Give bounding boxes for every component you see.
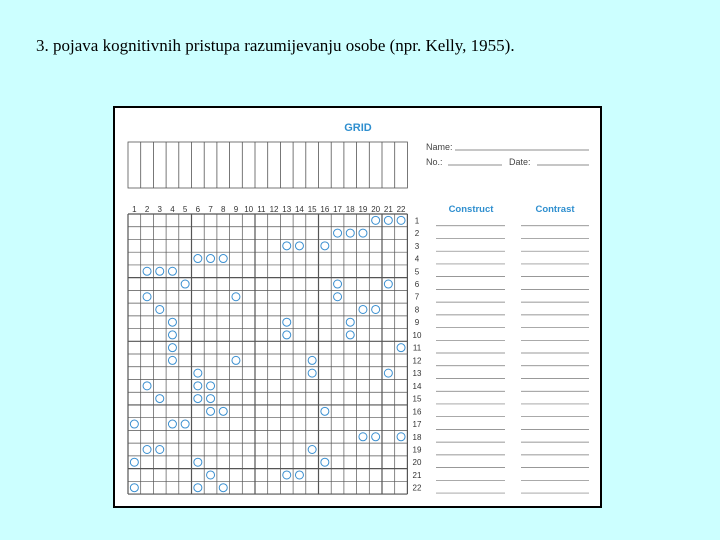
column-number: 9	[233, 205, 239, 214]
row-number: 19	[412, 445, 422, 455]
row-number: 7	[414, 292, 420, 302]
row-number: 17	[412, 420, 422, 430]
marked-circle	[130, 420, 138, 428]
marked-circle	[207, 471, 215, 479]
row-number: 11	[412, 343, 422, 353]
marked-circle	[359, 305, 367, 313]
marked-circle	[156, 267, 164, 275]
marked-circle	[346, 318, 354, 326]
marked-circle	[397, 433, 405, 441]
marked-circle	[168, 267, 176, 275]
marked-circle	[397, 216, 405, 224]
marked-circle	[130, 458, 138, 466]
column-number: 3	[157, 205, 162, 214]
marked-circle	[207, 395, 215, 403]
marked-circle	[194, 395, 202, 403]
column-number: 22	[396, 205, 406, 214]
marked-circle	[384, 280, 392, 288]
marked-circle	[372, 305, 380, 313]
marked-circle	[384, 216, 392, 224]
column-number: 2	[144, 205, 150, 214]
marked-circle	[283, 471, 291, 479]
column-number: 16	[320, 205, 330, 214]
row-number: 20	[412, 458, 422, 468]
column-numbers	[132, 205, 406, 214]
column-number: 14	[294, 205, 304, 214]
row-number: 2	[414, 229, 420, 239]
marked-circle	[207, 407, 215, 415]
number-label: No.:	[426, 157, 443, 167]
row-number: 21	[412, 470, 422, 480]
marked-circle	[321, 407, 329, 415]
column-number: 18	[345, 205, 355, 214]
contrast-header: Contrast	[535, 204, 575, 215]
marked-circle	[219, 407, 227, 415]
marked-circle	[283, 318, 291, 326]
repertory-grid-drawing	[115, 108, 602, 508]
marked-circle	[143, 267, 151, 275]
marked-circle	[346, 331, 354, 339]
marked-circle	[194, 382, 202, 390]
row-number: 3	[414, 241, 420, 251]
row-number: 1	[414, 216, 420, 226]
date-label: Date:	[509, 157, 531, 167]
marked-circle	[232, 356, 240, 364]
repertory-grid-form	[113, 106, 602, 508]
marked-circle	[143, 293, 151, 301]
element-name-slots	[128, 142, 407, 188]
row-number: 13	[412, 369, 422, 379]
construct-header: Construct	[448, 204, 494, 215]
marked-circle	[321, 458, 329, 466]
marked-circle	[181, 280, 189, 288]
row-number: 15	[412, 394, 422, 404]
row-number: 12	[412, 356, 422, 366]
marked-circle	[168, 356, 176, 364]
marked-circle	[168, 331, 176, 339]
column-number: 12	[269, 205, 279, 214]
marked-circle	[194, 458, 202, 466]
row-number: 22	[412, 483, 422, 493]
marked-circle	[283, 331, 291, 339]
rating-grid	[128, 214, 407, 494]
marked-circle	[372, 433, 380, 441]
marked-circle	[168, 420, 176, 428]
marked-circle	[359, 433, 367, 441]
marked-circle	[308, 369, 316, 377]
marked-circle	[372, 216, 380, 224]
marked-circle	[334, 293, 342, 301]
row-number: 18	[412, 432, 422, 442]
row-number: 9	[414, 318, 420, 328]
marked-circle	[359, 229, 367, 237]
marked-circle	[321, 242, 329, 250]
marked-circle	[295, 242, 303, 250]
column-number: 11	[257, 205, 266, 214]
marked-circle	[346, 229, 354, 237]
marked-circle	[384, 369, 392, 377]
grid-heading: GRID	[344, 122, 372, 134]
marked-circle	[168, 318, 176, 326]
column-number: 1	[132, 205, 137, 214]
column-number: 4	[170, 205, 175, 214]
marked-circle	[219, 255, 227, 263]
marked-circle	[397, 344, 405, 352]
marked-circle	[295, 471, 303, 479]
marked-circle	[219, 484, 227, 492]
marked-circle	[181, 420, 189, 428]
marked-circle	[334, 229, 342, 237]
construct-lines	[436, 226, 589, 493]
row-number: 16	[412, 407, 422, 417]
marked-circle	[156, 395, 164, 403]
row-number: 6	[414, 280, 420, 290]
marked-circle	[207, 382, 215, 390]
column-number: 17	[333, 205, 343, 214]
row-numbers	[413, 216, 422, 492]
column-number: 20	[371, 205, 381, 214]
column-number: 10	[244, 205, 254, 214]
marked-circle	[194, 484, 202, 492]
marked-circle	[143, 382, 151, 390]
row-number: 5	[414, 267, 420, 277]
row-number: 8	[414, 305, 420, 315]
marked-circle	[156, 446, 164, 454]
marked-circle	[207, 255, 215, 263]
row-number: 4	[414, 254, 420, 264]
marked-circle	[194, 369, 202, 377]
column-number: 15	[307, 205, 317, 214]
marked-circle	[130, 484, 138, 492]
column-number: 8	[221, 205, 226, 214]
marked-circle	[143, 446, 151, 454]
slide-title: 3. pojava kognitivnih pristupa razumijevanju osobe (npr. Kelly, 1955).	[36, 36, 515, 55]
marked-circle	[283, 242, 291, 250]
marked-circle	[308, 446, 316, 454]
column-number: 13	[282, 205, 292, 214]
marked-circle	[308, 356, 316, 364]
marked-circle	[334, 280, 342, 288]
column-number: 19	[358, 205, 368, 214]
name-label: Name:	[426, 142, 453, 152]
marked-circle	[156, 305, 164, 313]
row-number: 14	[412, 381, 422, 391]
column-number: 6	[195, 205, 201, 214]
row-number: 10	[412, 330, 422, 340]
column-number: 21	[383, 205, 393, 214]
marked-circle	[232, 293, 240, 301]
marked-circle	[168, 344, 176, 352]
column-number: 5	[182, 205, 188, 214]
column-number: 7	[208, 205, 213, 214]
marked-circle	[194, 255, 202, 263]
